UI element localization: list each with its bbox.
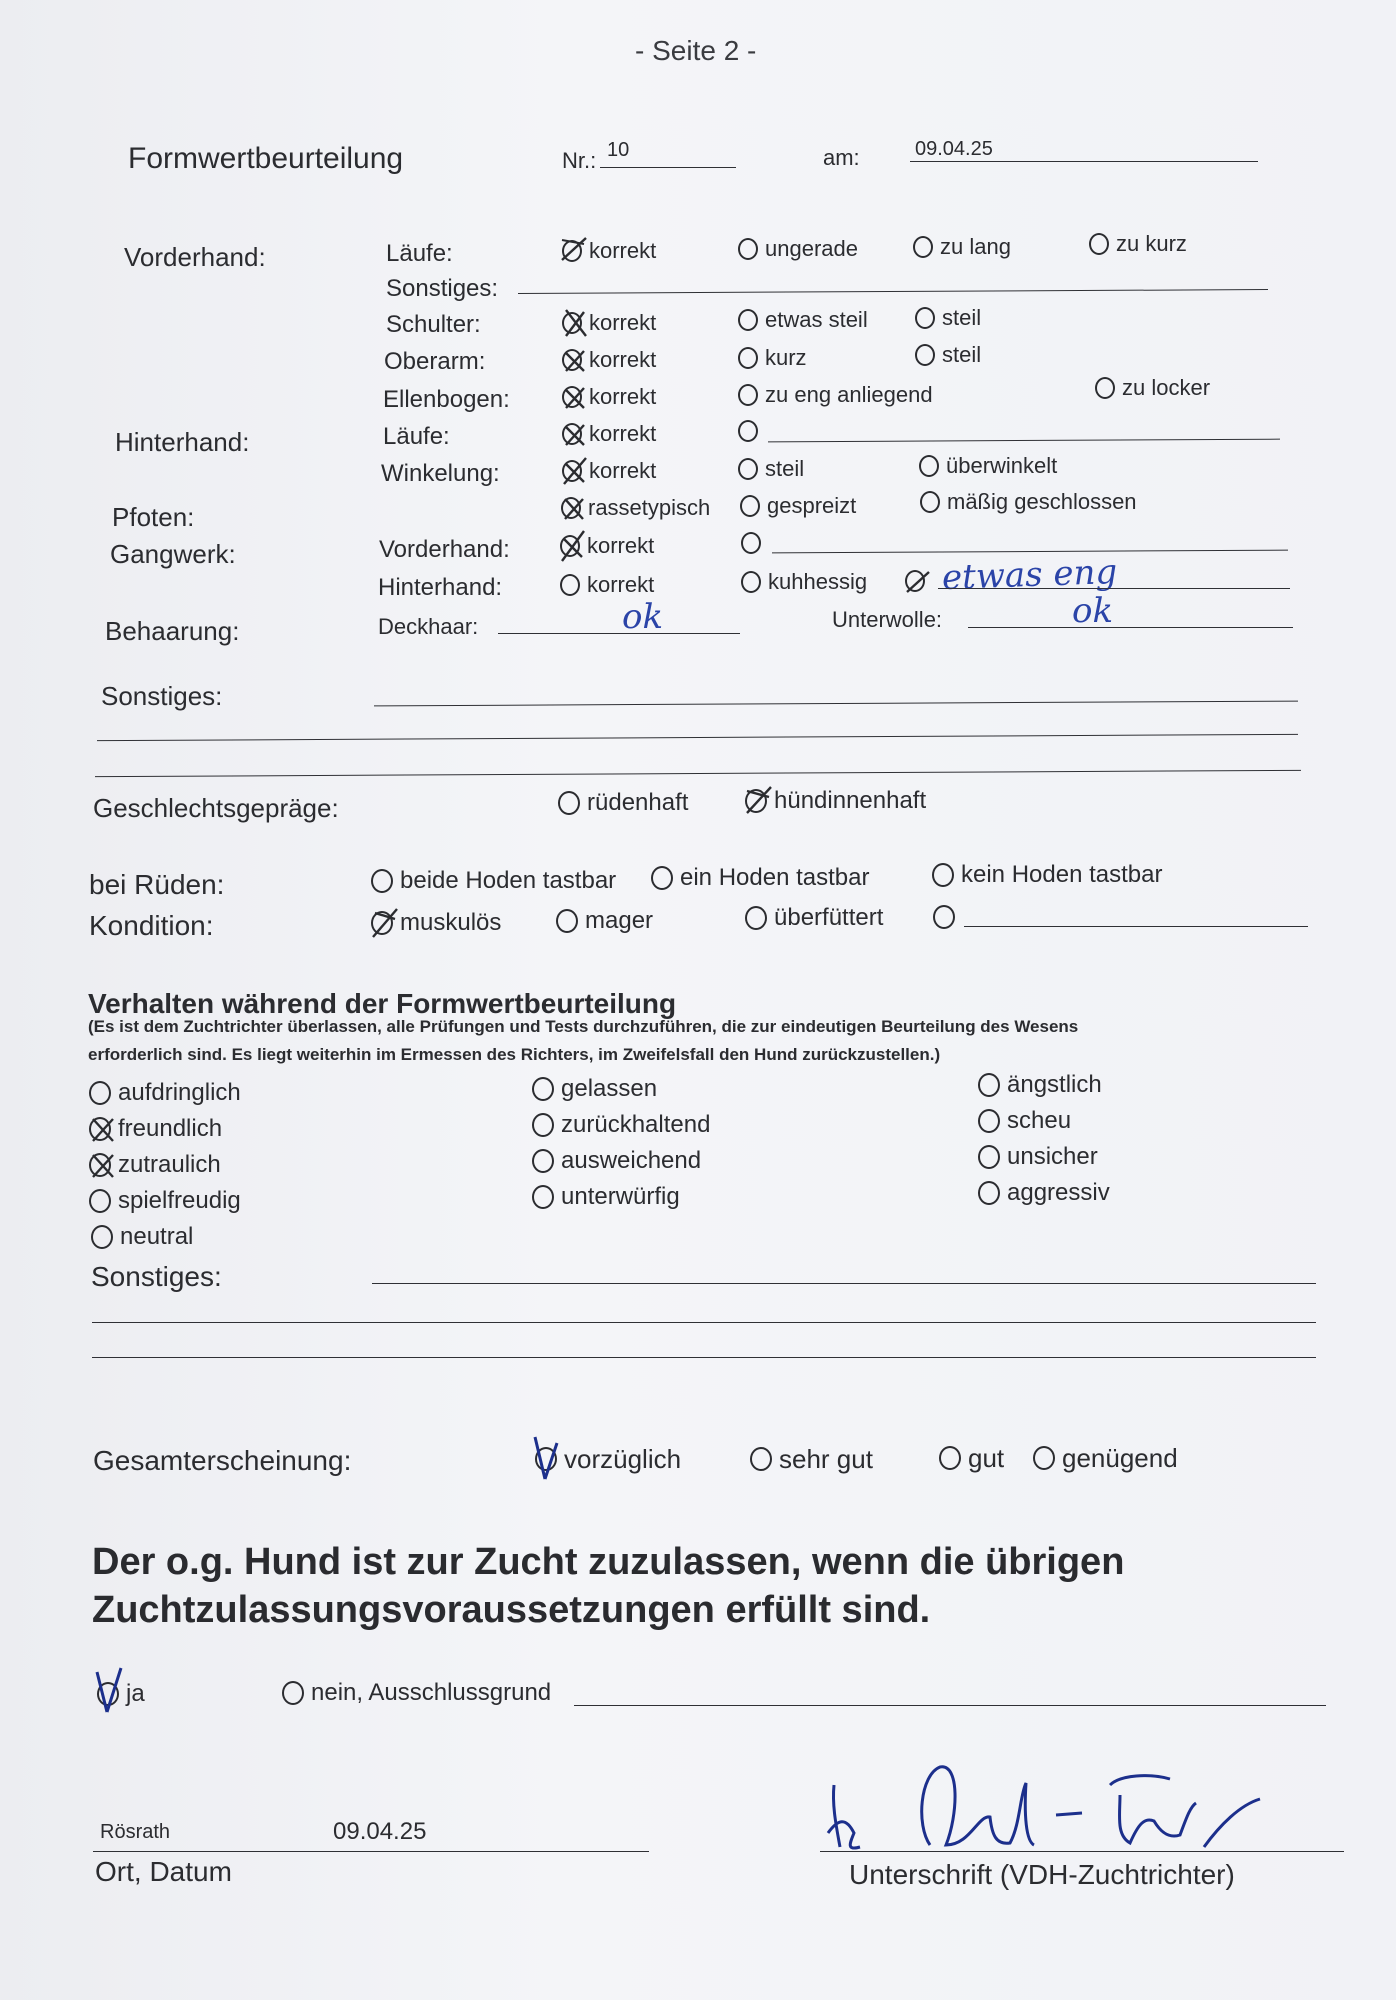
- checkbox-icon: [282, 1681, 304, 1705]
- option-label: sehr gut: [779, 1444, 873, 1474]
- sonstiges-vorderhand-line: [518, 289, 1268, 294]
- option-winkelung-ueberwinkelt[interactable]: [919, 455, 1057, 477]
- checkbox-icon: [750, 1447, 772, 1471]
- option-pfoten-maessig-geschlossen[interactable]: [920, 491, 1137, 513]
- option-mager[interactable]: [556, 909, 653, 933]
- option-label: korrekt: [589, 238, 657, 263]
- option-label: rüdenhaft: [587, 789, 689, 816]
- label-behaarung: Behaarung:: [105, 616, 240, 646]
- option-gang-vorderhand-other[interactable]: [741, 532, 768, 554]
- option-beide-hoden[interactable]: [371, 869, 616, 893]
- option-label: zurückhaltend: [561, 1111, 711, 1138]
- label-schulter: Schulter:: [386, 311, 481, 338]
- date-value[interactable]: 09.04.25: [915, 138, 993, 160]
- option-gelassen[interactable]: [532, 1077, 657, 1101]
- option-label: überwinkelt: [946, 453, 1058, 478]
- label-bei-rueden: bei Rüden:: [89, 869, 225, 900]
- option-label: aggressiv: [1007, 1179, 1110, 1206]
- option-label: neutral: [120, 1223, 194, 1250]
- option-winkelung-korrekt[interactable]: [562, 460, 656, 482]
- checkbox-icon: [978, 1109, 1000, 1133]
- option-label: zu lang: [940, 234, 1011, 259]
- page-number: - Seite 2 -: [635, 35, 757, 66]
- checkbox-icon: [978, 1145, 1000, 1169]
- nr-underline: [600, 167, 736, 168]
- sonstiges-line-3: [95, 770, 1301, 777]
- option-label: korrekt: [589, 421, 657, 446]
- handwritten-deckhaar[interactable]: ok: [622, 597, 664, 637]
- option-label: ausweichend: [561, 1147, 702, 1174]
- option-label: steil: [942, 305, 982, 330]
- option-laeufe-korrekt[interactable]: [562, 240, 656, 262]
- checkbox-checked-icon: [562, 312, 582, 334]
- checkbox-icon: [89, 1189, 111, 1213]
- sonstiges-line-2: [97, 734, 1298, 741]
- checkbox-icon: [1033, 1446, 1055, 1470]
- checkbox-icon: [741, 532, 761, 554]
- option-label: hündinnenhaft: [774, 787, 927, 814]
- gang-hinterhand-other-line: [938, 588, 1290, 589]
- option-label: zu kurz: [1116, 231, 1187, 256]
- option-label: kein Hoden tastbar: [961, 861, 1163, 888]
- option-hinterhand-laeufe-korrekt[interactable]: [562, 423, 656, 445]
- nr-label: Nr.:: [562, 148, 597, 173]
- checkbox-icon: [738, 420, 758, 442]
- checkbox-checked-icon: [562, 423, 582, 445]
- option-laeufe-ungerade[interactable]: [738, 238, 858, 260]
- option-label: ja: [126, 1680, 145, 1707]
- form-title: Formwertbeurteilung: [128, 142, 404, 175]
- checkbox-checked-icon: [562, 386, 582, 408]
- option-schulter-etwas-steil[interactable]: [738, 309, 868, 331]
- option-label: vorzüglich: [564, 1444, 682, 1474]
- option-neutral[interactable]: [91, 1225, 193, 1249]
- checkbox-icon: [556, 909, 578, 933]
- option-label: zu eng anliegend: [765, 382, 933, 407]
- label-oberarm: Oberarm:: [384, 348, 486, 375]
- option-oberarm-korrekt[interactable]: [562, 349, 656, 371]
- option-ruedenhaft[interactable]: [558, 791, 688, 815]
- gang-vorderhand-other-line: [772, 550, 1288, 554]
- option-label: überfüttert: [774, 904, 884, 931]
- option-label: unsicher: [1007, 1143, 1098, 1170]
- checkbox-icon: [371, 869, 393, 893]
- checkbox-icon: [1089, 233, 1109, 255]
- verhalten-sonstiges-line-1: [372, 1283, 1316, 1284]
- datum-value[interactable]: 09.04.25: [333, 1818, 427, 1845]
- option-label: zutraulich: [118, 1151, 221, 1178]
- option-zutraulich[interactable]: [89, 1153, 221, 1177]
- option-oberarm-steil[interactable]: [915, 344, 981, 366]
- option-schulter-steil[interactable]: [915, 307, 981, 329]
- option-ellenbogen-zu-eng[interactable]: [738, 384, 933, 406]
- checkbox-checked-icon: [562, 460, 582, 482]
- option-hinterhand-laeufe-other[interactable]: [738, 420, 765, 442]
- label-gang-hinterhand: Hinterhand:: [378, 574, 503, 601]
- checkbox-checked-icon: [562, 240, 582, 262]
- option-aufdringlich[interactable]: [89, 1081, 241, 1105]
- checkbox-icon: [745, 906, 767, 930]
- option-label: gut: [968, 1443, 1005, 1473]
- option-label: genügend: [1062, 1443, 1178, 1473]
- checkbox-icon: [932, 863, 954, 887]
- checkbox-checked-icon: [745, 789, 767, 813]
- verhalten-note-line1: (Es ist dem Zuchtrichter überlassen, alle Prüfungen und Tests durchzuführen, die zur eindeutigen Beurteilung des Wesens: [88, 1017, 1079, 1036]
- checkbox-icon: [978, 1181, 1000, 1205]
- option-label: steil: [942, 342, 982, 367]
- option-label: ängstlich: [1007, 1071, 1102, 1098]
- option-label: korrekt: [589, 347, 657, 372]
- option-huendinnenhaft[interactable]: [745, 789, 926, 813]
- option-label: steil: [765, 456, 805, 481]
- handwritten-gang-hinterhand[interactable]: etwas eng: [941, 551, 1118, 599]
- checkbox-icon: [913, 236, 933, 258]
- option-label: unterwürfig: [561, 1183, 680, 1210]
- deckhaar-line: [498, 633, 740, 634]
- option-ellenbogen-zu-locker[interactable]: [1095, 377, 1210, 399]
- label-laeufe: Läufe:: [386, 240, 453, 267]
- option-winkelung-steil[interactable]: [738, 458, 804, 480]
- option-label: rassetypisch: [588, 495, 711, 520]
- label-winkelung: Winkelung:: [381, 460, 500, 487]
- option-pfoten-rassetypisch[interactable]: [561, 497, 710, 519]
- option-schulter-korrekt[interactable]: [562, 312, 656, 334]
- ort-value[interactable]: Rösrath: [100, 1821, 171, 1843]
- label-unterwolle: Unterwolle:: [832, 607, 943, 632]
- nr-value[interactable]: 10: [607, 139, 630, 161]
- option-vorzueglich[interactable]: [535, 1446, 681, 1472]
- option-label: korrekt: [589, 458, 657, 483]
- verhalten-note-line2: erforderlich sind. Es liegt weiterhin im Ermessen des Richters, im Zweifelsfall den Hund zurückzustellen.): [88, 1045, 941, 1064]
- option-gang-vorderhand-korrekt[interactable]: [560, 535, 654, 557]
- verhalten-heading: Verhalten während der Formwertbeurteilung: [88, 988, 677, 1019]
- checkbox-icon: [738, 458, 758, 480]
- option-label: kuhhessig: [768, 569, 868, 594]
- checkbox-icon: [558, 791, 580, 815]
- option-label: etwas steil: [765, 307, 868, 332]
- option-spielfreudig[interactable]: [89, 1189, 241, 1213]
- checkbox-icon: [532, 1077, 554, 1101]
- option-freundlich[interactable]: [89, 1117, 222, 1141]
- label-pfoten: Pfoten:: [112, 502, 195, 532]
- checkbox-icon: [915, 344, 935, 366]
- checkbox-icon: [919, 455, 939, 477]
- checkbox-checked-icon: [562, 349, 582, 371]
- option-genuegend[interactable]: [1033, 1445, 1178, 1471]
- option-sehr-gut[interactable]: [750, 1446, 873, 1472]
- option-label: zu locker: [1122, 375, 1211, 400]
- option-label: aufdringlich: [118, 1079, 241, 1106]
- option-ja[interactable]: [97, 1682, 145, 1706]
- option-label: gespreizt: [767, 493, 857, 518]
- checkbox-icon: [651, 866, 673, 890]
- checkbox-icon: [560, 574, 580, 596]
- date-underline: [910, 161, 1258, 162]
- label-verhalten-sonstiges: Sonstiges:: [91, 1261, 222, 1292]
- signature-icon: [820, 1755, 1320, 1865]
- checkbox-icon: [939, 1446, 961, 1470]
- option-gang-hinterhand-kuhhessig[interactable]: [741, 571, 867, 593]
- option-label: spielfreudig: [118, 1187, 241, 1214]
- option-label: kurz: [765, 345, 807, 370]
- verhalten-sonstiges-line-2: [92, 1322, 1316, 1323]
- option-label: korrekt: [587, 533, 655, 558]
- checkbox-checked-icon: [535, 1447, 557, 1471]
- checkbox-icon: [738, 347, 758, 369]
- checkbox-icon: [1095, 377, 1115, 399]
- option-label: ein Hoden tastbar: [680, 864, 870, 891]
- option-gut[interactable]: [939, 1445, 1004, 1471]
- label-kondition: Kondition:: [89, 910, 214, 941]
- ort-datum-line: [93, 1851, 649, 1852]
- checkbox-icon: [933, 905, 955, 929]
- checkbox-icon: [532, 1149, 554, 1173]
- option-label: beide Hoden tastbar: [400, 867, 617, 894]
- option-label: korrekt: [589, 310, 657, 335]
- option-oberarm-kurz[interactable]: [738, 347, 807, 369]
- option-label: korrekt: [587, 572, 655, 597]
- option-gang-hinterhand-korrekt[interactable]: [560, 574, 654, 596]
- label-sonstiges: Sonstiges:: [101, 681, 223, 711]
- option-zurueckhaltend[interactable]: [532, 1113, 710, 1137]
- date-label: am:: [823, 145, 860, 170]
- checkbox-icon: [532, 1185, 554, 1209]
- option-aggressiv[interactable]: [978, 1181, 1110, 1205]
- checkbox-checked-icon: [560, 535, 580, 557]
- checkbox-icon: [978, 1073, 1000, 1097]
- checkbox-icon: [738, 238, 758, 260]
- option-kein-hoden[interactable]: [932, 863, 1162, 887]
- option-label: mager: [585, 907, 654, 934]
- checkbox-checked-icon: [561, 497, 581, 519]
- option-gang-hinterhand-other[interactable]: [905, 570, 932, 592]
- hinterhand-other-line: [768, 439, 1280, 443]
- label-gang-vorderhand: Vorderhand:: [379, 536, 510, 563]
- option-ellenbogen-korrekt[interactable]: [562, 386, 656, 408]
- verhalten-sonstiges-line-3: [92, 1357, 1316, 1358]
- label-sonstiges-vorderhand: Sonstiges:: [386, 275, 499, 302]
- option-label: muskulös: [400, 909, 502, 936]
- checkbox-checked-icon: [905, 570, 925, 592]
- option-nein[interactable]: [282, 1681, 551, 1705]
- option-ueberfuettert[interactable]: [745, 906, 883, 930]
- checkbox-icon: [740, 495, 760, 517]
- option-label: gelassen: [561, 1075, 658, 1102]
- kondition-other-line: [964, 926, 1308, 927]
- checkbox-icon: [738, 384, 758, 406]
- option-label: korrekt: [589, 384, 657, 409]
- option-label: freundlich: [118, 1115, 223, 1142]
- label-gangwerk: Gangwerk:: [110, 539, 236, 569]
- checkbox-checked-icon: [89, 1153, 111, 1177]
- label-vorderhand: Vorderhand:: [124, 242, 266, 272]
- ausschlussgrund-line: [574, 1705, 1326, 1706]
- option-label: ungerade: [765, 236, 858, 261]
- signature-label: Unterschrift (VDH-Zuchtrichter): [849, 1859, 1235, 1890]
- checkbox-checked-icon: [371, 911, 393, 935]
- option-label: mäßig geschlossen: [947, 489, 1137, 514]
- option-aengstlich[interactable]: [978, 1073, 1102, 1097]
- checkbox-icon: [89, 1081, 111, 1105]
- zulassung-statement-line2: Zuchtzulassungsvoraussetzungen erfüllt sind.: [92, 1589, 931, 1631]
- option-pfoten-gespreizt[interactable]: [740, 495, 856, 517]
- handwritten-unterwolle[interactable]: ok: [1072, 591, 1114, 631]
- option-laeufe-zu-lang[interactable]: [913, 236, 1011, 258]
- option-muskuloes[interactable]: [371, 911, 501, 935]
- option-ein-hoden[interactable]: [651, 866, 869, 890]
- label-geschlechtsgepraege: Geschlechtsgepräge:: [93, 793, 339, 823]
- checkbox-icon: [532, 1113, 554, 1137]
- signature-line: [820, 1851, 1344, 1852]
- unterwolle-line: [968, 627, 1293, 628]
- checkbox-icon: [915, 307, 935, 329]
- option-scheu[interactable]: [978, 1109, 1071, 1133]
- checkbox-checked-icon: [97, 1682, 119, 1706]
- option-unterwuerfig[interactable]: [532, 1185, 680, 1209]
- label-laeufe-hinterhand: Läufe:: [383, 423, 450, 450]
- label-ellenbogen: Ellenbogen:: [383, 386, 510, 413]
- label-deckhaar: Deckhaar:: [378, 614, 479, 639]
- checkbox-icon: [920, 491, 940, 513]
- checkbox-icon: [91, 1225, 113, 1249]
- sonstiges-line-1: [374, 701, 1298, 707]
- checkbox-icon: [738, 309, 758, 331]
- checkbox-checked-icon: [89, 1117, 111, 1141]
- option-unsicher[interactable]: [978, 1145, 1098, 1169]
- option-laeufe-zu-kurz[interactable]: [1089, 233, 1187, 255]
- option-kondition-other[interactable]: [933, 905, 962, 929]
- ort-datum-label: Ort, Datum: [95, 1856, 232, 1887]
- label-hinterhand: Hinterhand:: [115, 427, 250, 457]
- option-ausweichend[interactable]: [532, 1149, 701, 1173]
- option-label: scheu: [1007, 1107, 1072, 1134]
- option-label: nein, Ausschlussgrund: [311, 1679, 552, 1706]
- label-gesamterscheinung: Gesamterscheinung:: [93, 1445, 352, 1476]
- zulassung-statement-line1: Der o.g. Hund ist zur Zucht zuzulassen, wenn die übrigen: [92, 1541, 1125, 1583]
- checkbox-icon: [741, 571, 761, 593]
